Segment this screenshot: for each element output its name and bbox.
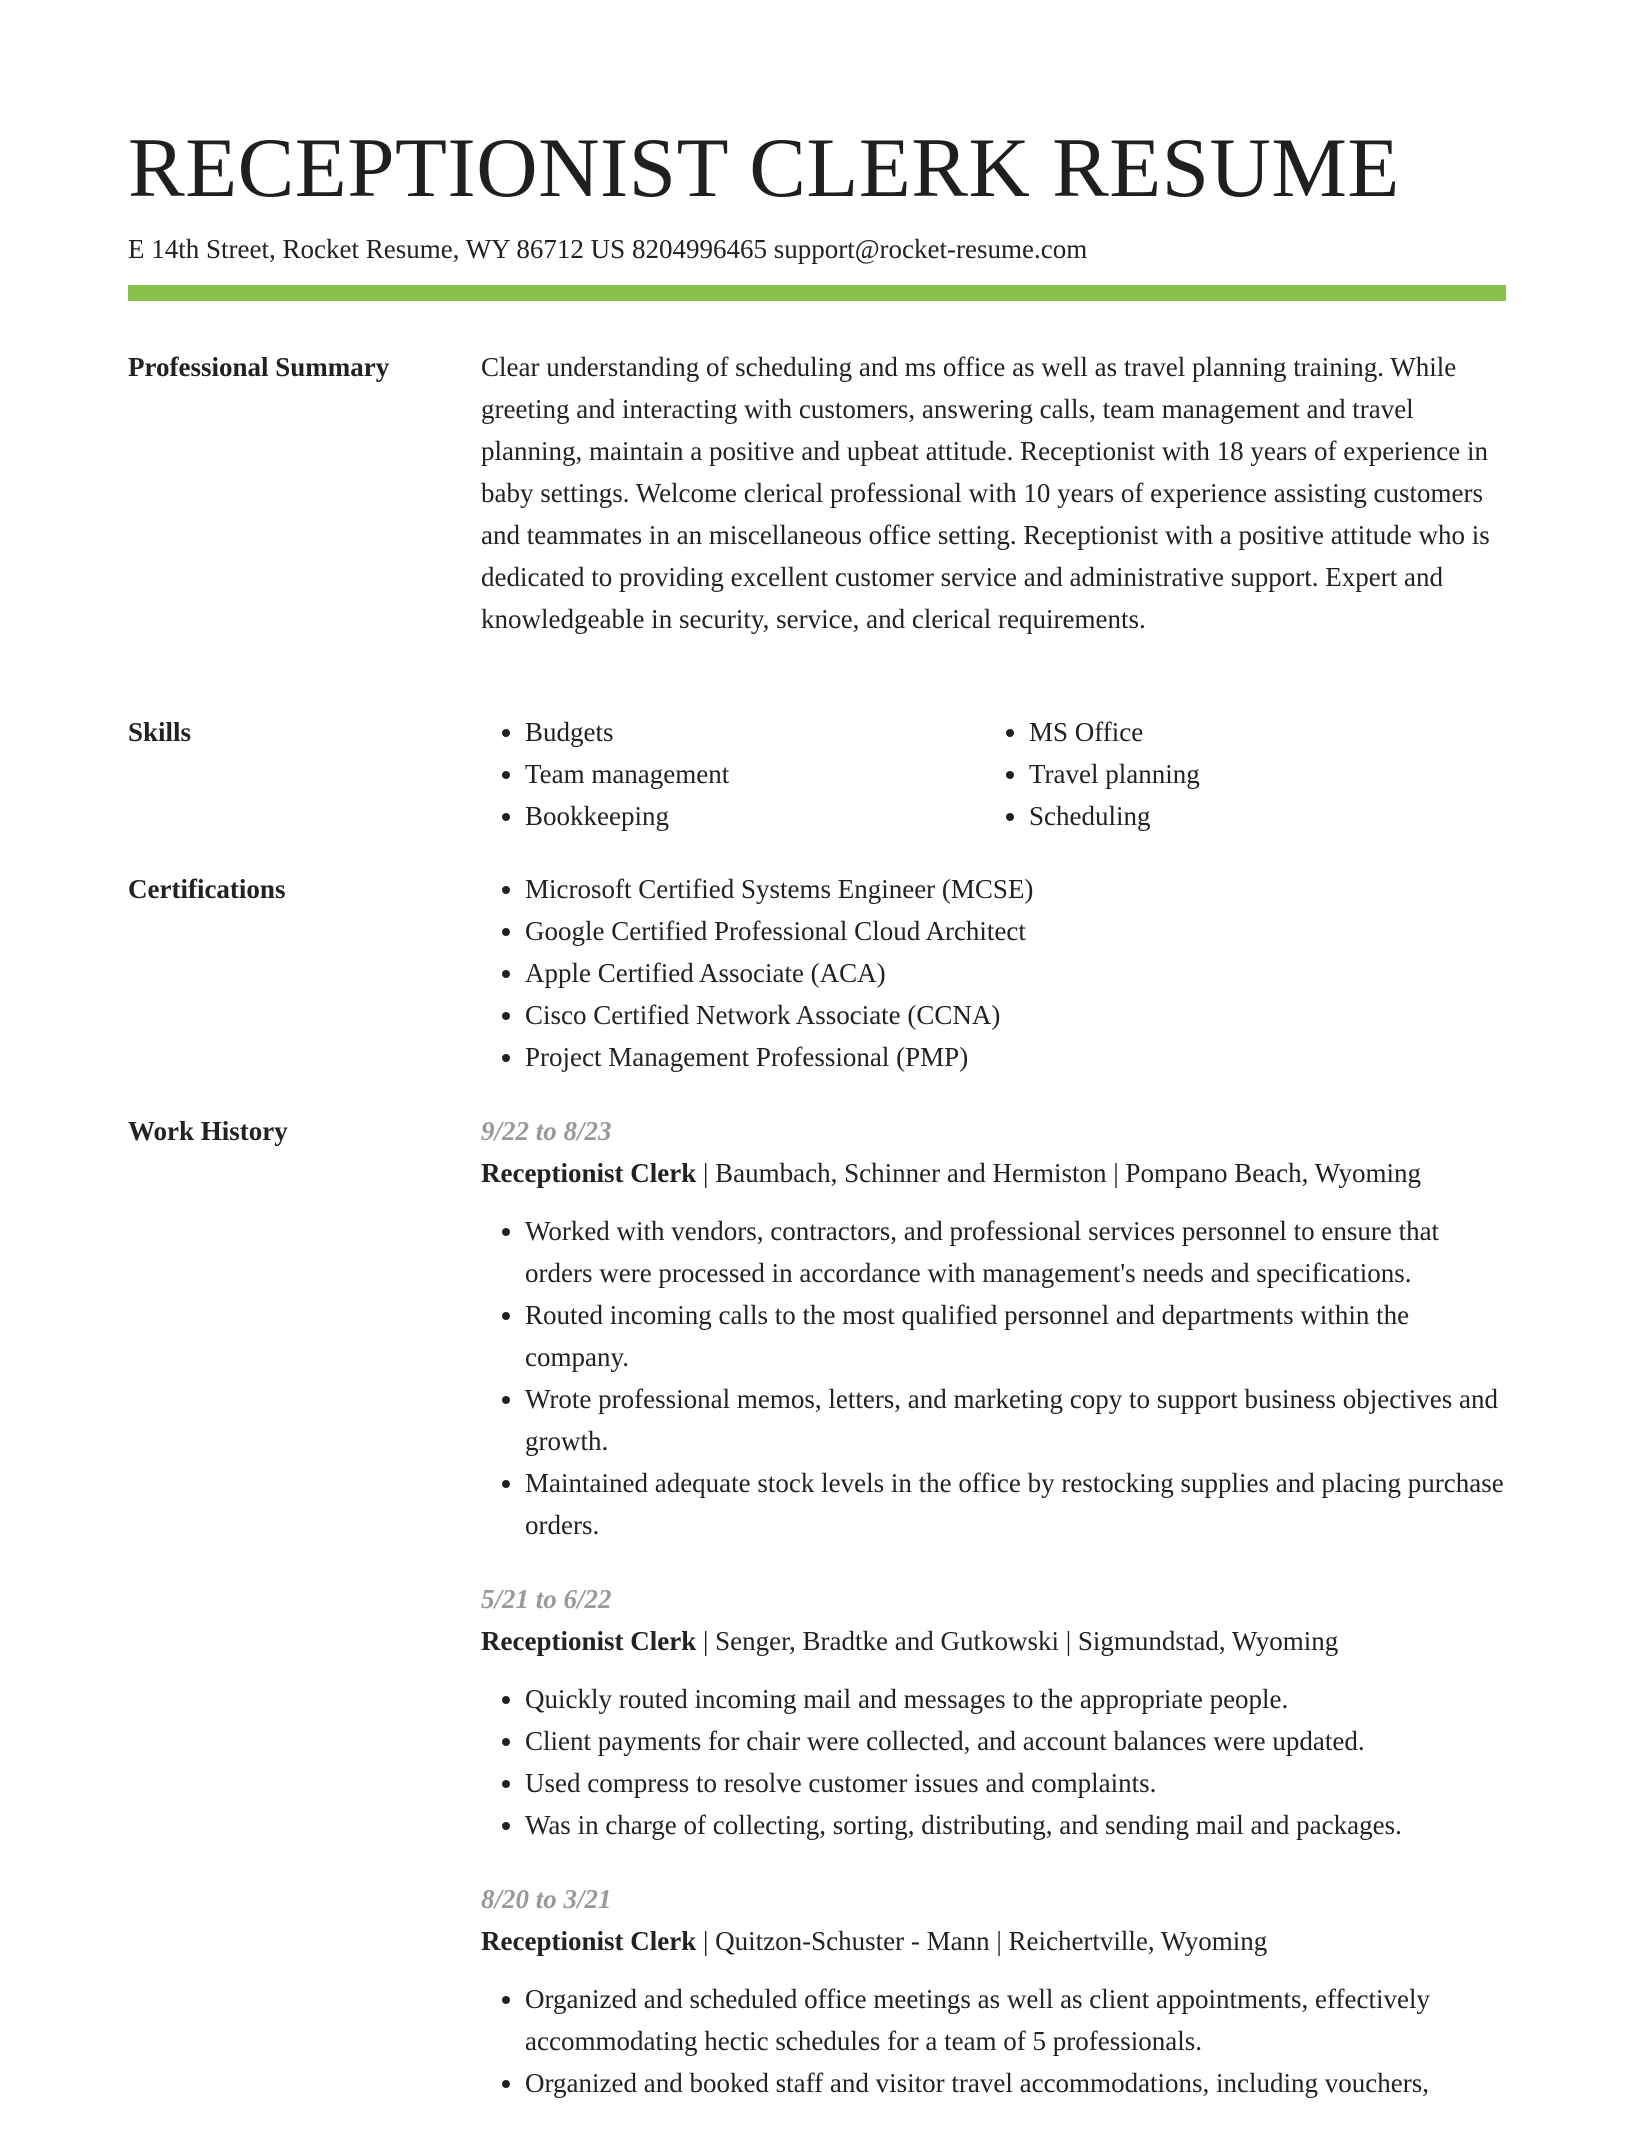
job-bullet: • Worked with vendors, contractors, and professional services personnel to ensure that orders were processed in accordance with management's needs and specifications.	[525, 1210, 1506, 1294]
job-dates: 5/21 to 6/22	[481, 1584, 612, 1614]
work-history-label: Work History	[128, 1116, 288, 1146]
summary-label: Professional Summary	[128, 352, 390, 382]
skill-item: • Travel planning	[1029, 753, 1489, 795]
skill-item: • Bookkeeping	[525, 795, 985, 837]
job-header	[481, 1920, 1506, 1962]
work-history-body	[481, 1110, 1506, 2136]
skills-column-left	[481, 711, 985, 837]
job-title: Receptionist Clerk	[481, 1626, 697, 1656]
skill-item: • Team management	[525, 753, 985, 795]
skills-list-right	[985, 711, 1489, 837]
job-header	[481, 1620, 1506, 1662]
certification-item: • Project Management Professional (PMP)	[525, 1036, 1506, 1078]
summary-text: Clear understanding of scheduling and ms office as well as travel planning training. While greeting and interacting with customers, answering calls, team management and travel planning, maintain a positive and upbeat attitude. Receptionist with 18 years of experience in baby settings. Welcome clerical professional with 10 years of experience assisting customers and teammates in an miscellaneous office setting. Receptionist with a positive attitude who is dedicated to providing excellent customer service and administrative support. Expert and knowledgeable in security, service, and clerical requirements.	[481, 352, 1490, 634]
job-bullets	[481, 1978, 1506, 2104]
job-bullet: • Quickly routed incoming mail and messages to the appropriate people.	[525, 1678, 1506, 1720]
certification-item: • Cisco Certified Network Associate (CCNA)	[525, 994, 1506, 1036]
certifications-list	[481, 868, 1506, 1078]
job-title: Receptionist Clerk	[481, 1158, 697, 1188]
skills-label: Skills	[128, 717, 192, 747]
skills-body	[481, 711, 1506, 837]
certifications-label: Certifications	[128, 874, 286, 904]
job-header	[481, 1152, 1506, 1194]
job-bullet: • Was in charge of collecting, sorting, distributing, and sending mail and packages.	[525, 1804, 1506, 1846]
job-entry	[481, 1878, 1506, 2104]
job-bullet: • Organized and booked staff and visitor travel accommodations, including vouchers,	[525, 2062, 1506, 2104]
job-bullet: • Wrote professional memos, letters, and marketing copy to support business objectives and growth.	[525, 1378, 1506, 1462]
job-details: | Quitzon-Schuster - Mann | Reichertville, Wyoming	[696, 1926, 1268, 1956]
job-details: | Baumbach, Schinner and Hermiston | Pompano Beach, Wyoming	[696, 1158, 1422, 1188]
accent-divider	[128, 285, 1506, 301]
summary-body	[481, 346, 1506, 640]
job-title: Receptionist Clerk	[481, 1926, 697, 1956]
job-bullets	[481, 1678, 1506, 1846]
skill-item: • Budgets	[525, 711, 985, 753]
job-entry	[481, 1110, 1506, 1546]
skills-grid	[481, 711, 1506, 837]
job-bullet: • Client payments for chair were collected, and account balances were updated.	[525, 1720, 1506, 1762]
job-bullet: • Used compress to resolve customer issues and complaints.	[525, 1762, 1506, 1804]
certification-item: • Apple Certified Associate (ACA)	[525, 952, 1506, 994]
job-entry	[481, 1578, 1506, 1846]
skills-list-left	[481, 711, 985, 837]
job-bullets	[481, 1210, 1506, 1546]
job-details: | Senger, Bradtke and Gutkowski | Sigmundstad, Wyoming	[696, 1626, 1339, 1656]
certification-item: • Microsoft Certified Systems Engineer (MCSE)	[525, 868, 1506, 910]
certification-item: • Google Certified Professional Cloud Architect	[525, 910, 1506, 952]
skills-column-right	[985, 711, 1489, 837]
job-bullet: • Routed incoming calls to the most qualified personnel and departments within the company.	[525, 1294, 1506, 1378]
skill-item: • MS Office	[1029, 711, 1489, 753]
contact-line: E 14th Street, Rocket Resume, WY 86712 US 8204996465 support@rocket-resume.com	[128, 234, 1088, 264]
job-bullet: • Maintained adequate stock levels in the office by restocking supplies and placing purchase orders.	[525, 1462, 1506, 1546]
job-bullet: • Organized and scheduled office meetings as well as client appointments, effectively accommodating hectic schedules for a team of 5 professionals.	[525, 1978, 1506, 2062]
job-dates: 8/20 to 3/21	[481, 1884, 612, 1914]
certifications-body	[481, 868, 1506, 1078]
job-dates: 9/22 to 8/23	[481, 1116, 612, 1146]
skill-item: • Scheduling	[1029, 795, 1489, 837]
resume-title: RECEPTIONIST CLERK RESUME	[128, 121, 1400, 215]
